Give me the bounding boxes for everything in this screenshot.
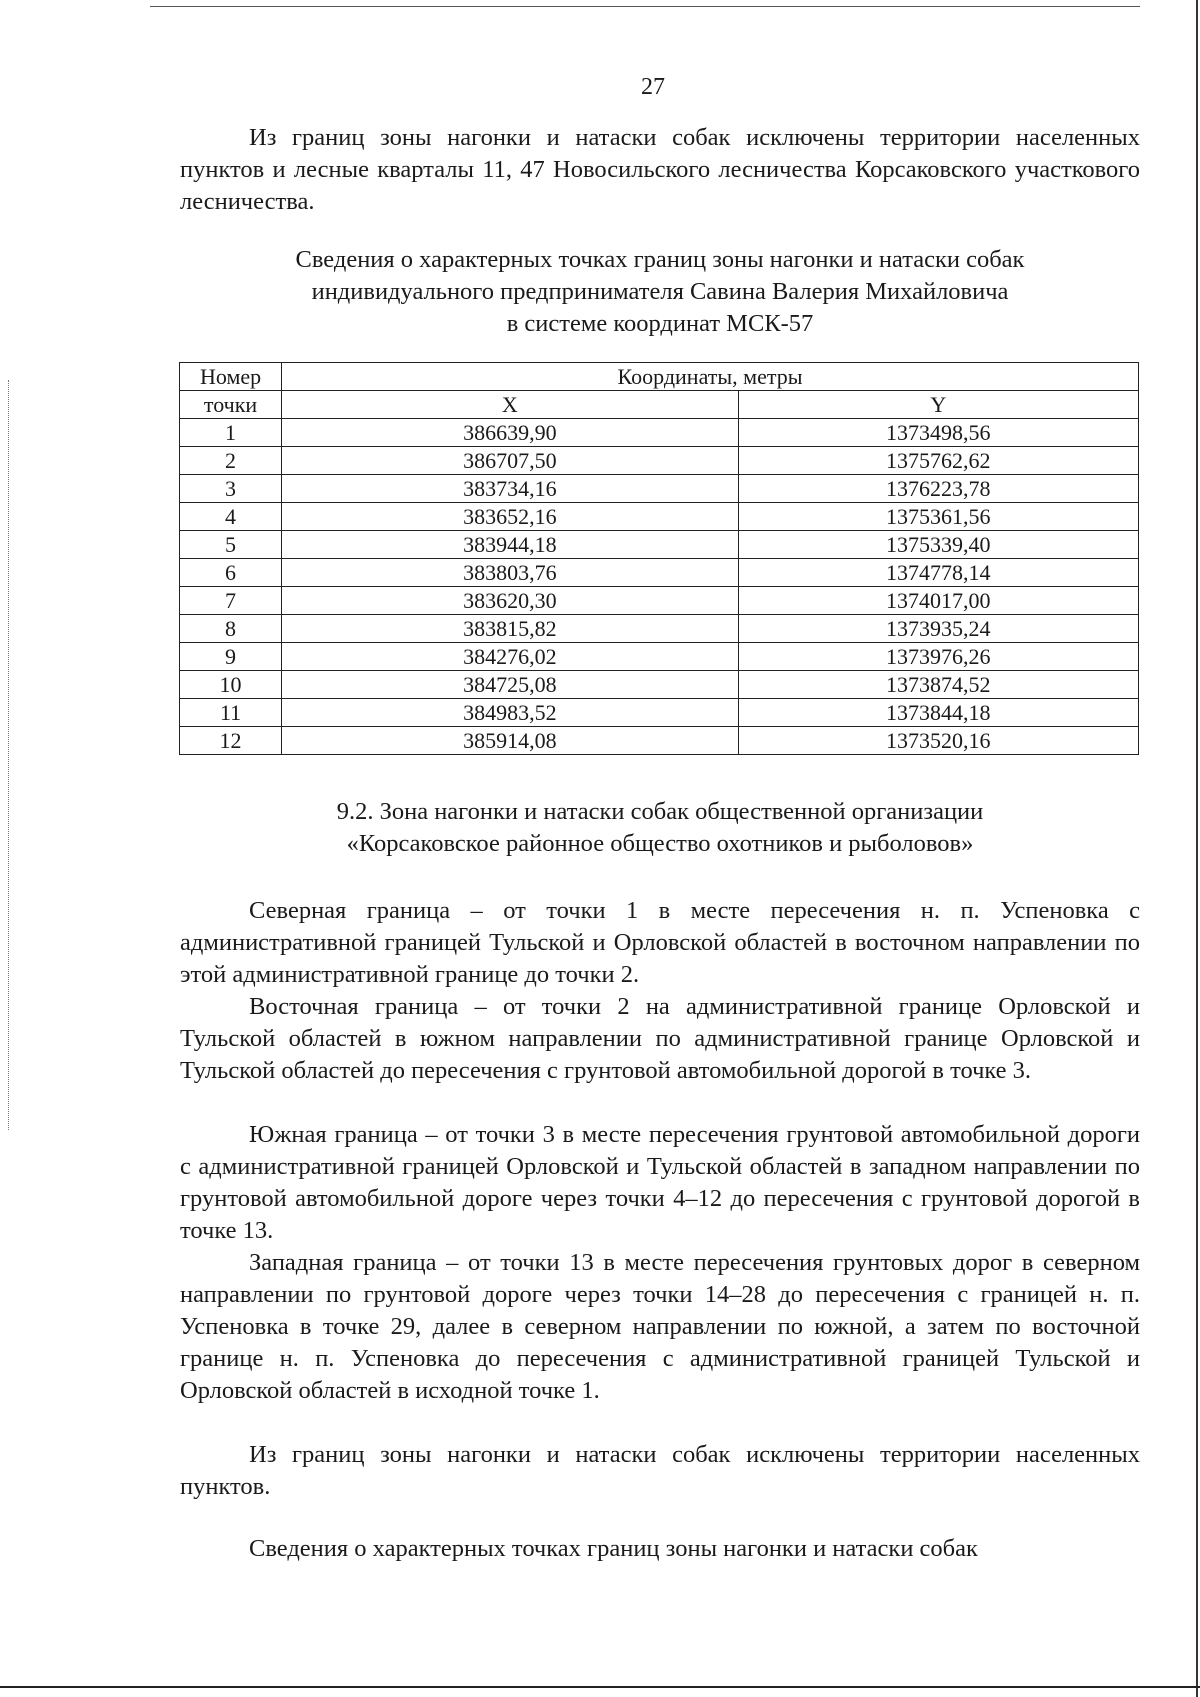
scan-top-edge [150,6,1140,7]
table-row [180,419,1139,447]
coordinates-table [179,362,1139,755]
table-caption-line-2: индивидуального предпринимателя Савина Валерия Михайловича [311,278,1009,305]
x-coordinate-cell: 385914,08 [282,727,738,755]
section-heading-line-2: «Корсаковское районное общество охотников и рыболовов» [346,830,974,857]
table-row [180,699,1139,727]
point-number-cell: 8 [180,615,282,643]
point-number-cell: 6 [180,559,282,587]
x-coordinate-cell: 383815,82 [282,615,738,643]
x-coordinate-cell: 384983,52 [282,699,738,727]
point-number-cell: 7 [180,587,282,615]
section-heading-line-1: 9.2. Зона нагонки и натаски собак общественной организации [336,798,984,825]
y-coordinate-cell: 1375339,40 [738,531,1138,559]
x-coordinate-cell: 384276,02 [282,643,738,671]
point-number-cell: 10 [180,671,282,699]
y-coordinate-cell: 1373520,16 [738,727,1138,755]
header-point-number: Номер [180,363,282,391]
y-coordinate-cell: 1374017,00 [738,587,1138,615]
y-coordinate-cell: 1374778,14 [738,559,1138,587]
point-number-cell: 3 [180,475,282,503]
point-number-cell: 9 [180,643,282,671]
point-number-cell: 12 [180,727,282,755]
table-row [180,643,1139,671]
table-row [180,447,1139,475]
north-border-paragraph: Северная граница – от точки 1 в месте пересечения н. п. Успеновка с административной границей Тульской и Орловской областей в восточном направлении по этой административной границе до точки 2. [180,897,1140,988]
table-row [180,531,1139,559]
y-coordinate-cell: 1376223,78 [738,475,1138,503]
point-number-cell: 5 [180,531,282,559]
table-row [180,559,1139,587]
exclusions-paragraph: Из границ зоны нагонки и натаски собак исключены территории населенных пунктов. [180,1441,1140,1500]
point-number-cell: 4 [180,503,282,531]
scan-bottom-edge [0,1686,1200,1688]
header-coordinates: Координаты, метры [282,363,1139,391]
table-row [180,727,1139,755]
point-number-cell: 1 [180,419,282,447]
x-coordinate-cell: 383803,76 [282,559,738,587]
point-number-cell: 2 [180,447,282,475]
point-number-cell: 11 [180,699,282,727]
section-heading [180,796,1140,860]
table-caption [180,244,1140,340]
x-coordinate-cell: 384725,08 [282,671,738,699]
table-subheader-row [180,391,1139,419]
x-coordinate-cell: 383652,16 [282,503,738,531]
header-y: Y [738,391,1138,419]
table-row [180,503,1139,531]
west-border-paragraph: Западная граница – от точки 13 в месте пересечения грунтовых дорог в северном направлении по грунтовой дороге через точки 14–28 до пересечения с границей н. п. Успеновка в точке 29, далее в северном направлении по южной, а затем по восточной границе н. п. Успеновка до пересечения с административной границей Тульской и Орловской областей в исходной точке 1. [180,1249,1140,1404]
table-caption-line-1: Сведения о характерных точках границ зоны нагонки и натаски собак [295,246,1025,273]
scan-left-margin-noise [8,380,10,1130]
x-coordinate-cell: 386639,90 [282,419,738,447]
y-coordinate-cell: 1373844,18 [738,699,1138,727]
table-row [180,587,1139,615]
table-row [180,671,1139,699]
y-coordinate-cell: 1373935,24 [738,615,1138,643]
header-point-number-2: точки [180,391,282,419]
south-border-paragraph: Южная граница – от точки 3 в месте пересечения грунтовой автомобильной дороги с административной границей Орловской и Тульской областей в западном направлении по грунтовой автомобильной дороге через точки 4–12 до пересечения с грунтовой дорогой в точке 13. [180,1121,1140,1244]
x-coordinate-cell: 386707,50 [282,447,738,475]
y-coordinate-cell: 1375361,56 [738,503,1138,531]
y-coordinate-cell: 1375762,62 [738,447,1138,475]
table-row [180,475,1139,503]
y-coordinate-cell: 1373498,56 [738,419,1138,447]
scan-right-edge [1196,0,1198,1697]
table-caption-line-3: в системе координат МСК-57 [506,310,814,337]
y-coordinate-cell: 1373874,52 [738,671,1138,699]
x-coordinate-cell: 383620,30 [282,587,738,615]
header-x: X [282,391,738,419]
page-number: 27 [641,74,665,100]
trailing-caption: Сведения о характерных точках границ зоны нагонки и натаски собак [249,1535,978,1562]
x-coordinate-cell: 383734,16 [282,475,738,503]
y-coordinate-cell: 1373976,26 [738,643,1138,671]
table-header-row [180,363,1139,391]
x-coordinate-cell: 383944,18 [282,531,738,559]
intro-paragraph: Из границ зоны нагонки и натаски собак исключены территории населенных пунктов и лесные кварталы 11, 47 Новосильского лесничества Корсаковского участкового лесничества. [180,124,1140,215]
east-border-paragraph: Восточная граница – от точки 2 на административной границе Орловской и Тульской областей в южном направлении по административной границе Орловской и Тульской областей до пересечения с грунтовой автомобильной дорогой в точке 3. [180,993,1140,1084]
table-row [180,615,1139,643]
